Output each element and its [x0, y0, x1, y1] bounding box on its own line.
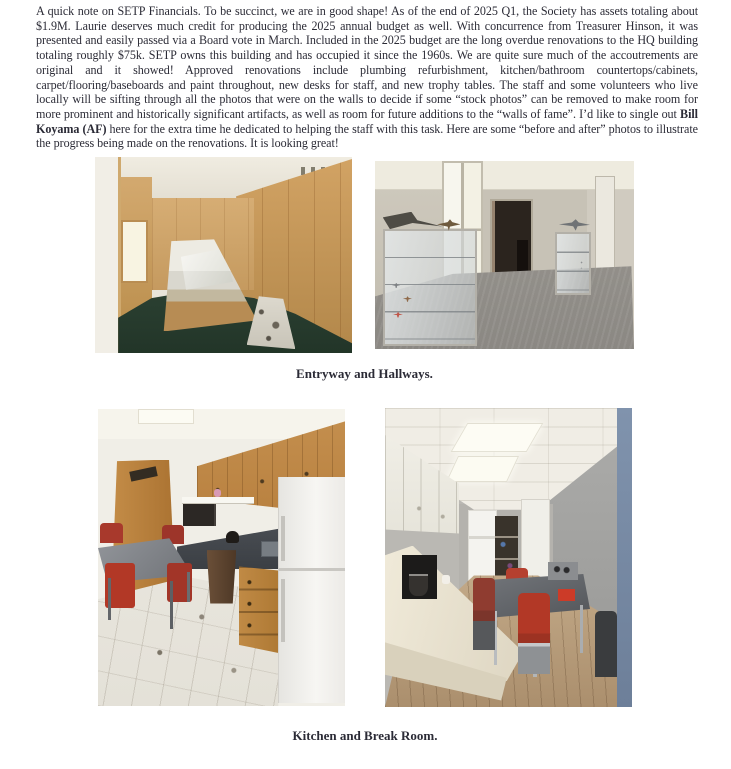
model-airplane [393, 312, 403, 318]
red-box-on-table [558, 589, 575, 601]
ceiling-light [138, 409, 194, 424]
dark-chair [595, 611, 617, 677]
photo-entryway-after [375, 161, 634, 349]
red-chair [518, 593, 550, 674]
blue-door-frame-strip [617, 408, 632, 707]
table-leg [108, 578, 111, 620]
fridge-handle [281, 516, 284, 561]
kettle [226, 531, 238, 543]
coffee-maker [402, 555, 437, 600]
photo-break-room-after [385, 408, 632, 707]
kitchen-photo-row [0, 409, 731, 707]
photo-entryway-before [95, 157, 352, 353]
brown-trash-can [207, 550, 237, 603]
bright-doorway [123, 222, 146, 281]
display-case-right [555, 232, 591, 294]
fridge-handle [281, 579, 284, 642]
fluorescent-light [446, 456, 519, 482]
white-cup [442, 575, 451, 583]
model-airplane [392, 283, 400, 289]
financials-paragraph [36, 4, 698, 151]
table-leg [170, 581, 173, 629]
model-airplane [580, 261, 583, 263]
newsletter-page [0, 4, 731, 769]
door-closer [130, 467, 158, 482]
office-chair-silhouette [517, 240, 528, 272]
entryway-photo-row [0, 157, 731, 353]
table-leg [187, 572, 190, 602]
condiment-tray [548, 562, 578, 580]
pink-cup [214, 489, 221, 496]
bold-name: Bill Koyama (AF) [36, 106, 698, 136]
red-chair-back [100, 523, 122, 542]
white-refrigerator [278, 477, 345, 703]
wall-shelf [182, 497, 254, 503]
display-case-left [383, 229, 478, 346]
kitchen-caption: Kitchen and Break Room. [292, 728, 438, 744]
model-airplane [580, 267, 582, 269]
microwave [183, 504, 216, 526]
paragraph-text-after: here for the extra time he dedicated to helping the staff with this task. Here are some “before and after” photos to illustrate the progress being made on the renovations. It is looking great! [36, 121, 698, 151]
fridge-door-seam [469, 536, 496, 539]
fridge-door-seam [279, 568, 345, 571]
red-chair [473, 578, 495, 650]
model-airplane [403, 296, 412, 302]
paragraph-text-before: A quick note on SETP Financials. To be succinct, we are in good shape! As of the end of 2025 Q1, the Society has assets totaling about $1.9M. Laurie deserves much credit for producing the 2025 annual budget as well. With concurrence from Treasurer Hinson, it was presented and easily passed via a Board vote in March. Included in the 2025 budget are the long overdue renovations to the HQ building totaling roughly $75k. SETP owns this building and has occupied it since the 1960s. We are quite sure much of the accoutrements are original and it showed! Approved renovations include plumbing refurbishment, kitchen/bathroom countertops/cabinets, carpet/flooring/baseboards and paint throughout, new desks for staff, and new trophy tables. The staff and some volunteers who live locally will be sifting through all the photos that were on the walls to decide if some “stock photos” can be removed to make room for more prominent and historically significant artifacts, as well as room for future additions to the “walls of fame”. I’d like to single out [36, 4, 698, 121]
entryway-caption: Entryway and Hallways. [296, 366, 433, 382]
photo-kitchen-before [98, 409, 345, 706]
white-door-frame [95, 157, 121, 353]
dark-doorway [492, 201, 531, 280]
coffee-carafe [409, 574, 428, 596]
table-leg [580, 605, 583, 653]
